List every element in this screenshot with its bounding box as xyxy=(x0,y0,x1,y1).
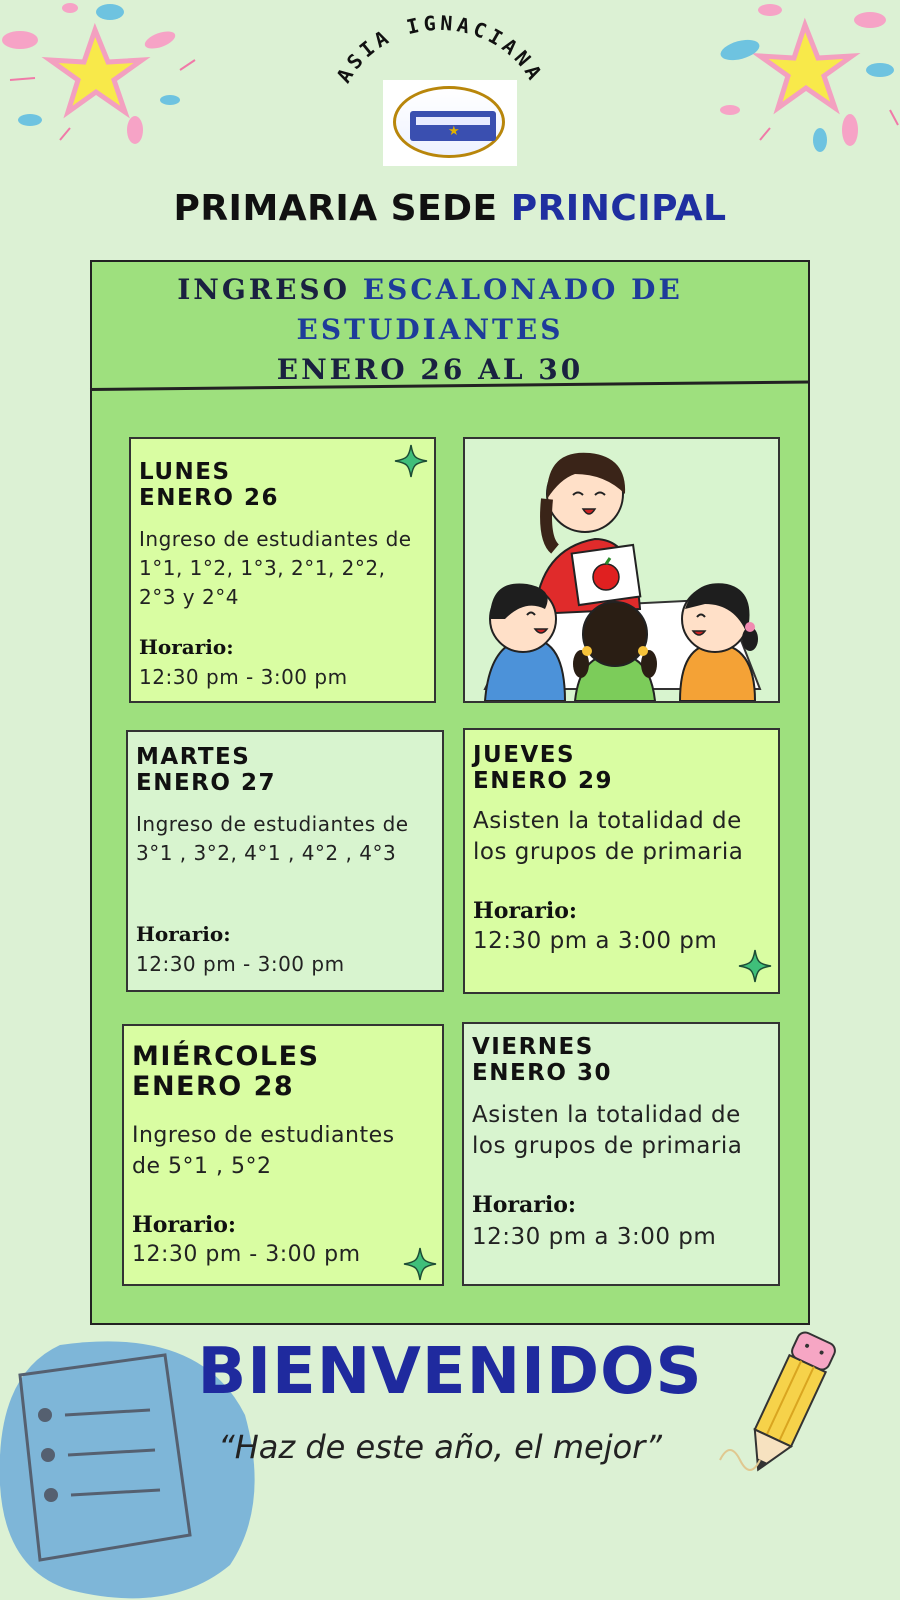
card-day: MARTES xyxy=(136,744,251,770)
card-hours-label: Horario: xyxy=(132,1212,237,1238)
title-highlight: PRINCIPAL xyxy=(510,188,727,229)
sparkle-icon xyxy=(737,948,773,984)
card-text: Ingreso de estudiantes de 3°1 , 3°2, 4°1 , 4°2 , 4°3 xyxy=(136,812,409,865)
sparkle-icon xyxy=(402,1246,438,1282)
card-text: Asisten la totalidad de los grupos de primaria xyxy=(473,808,744,865)
schedule-card-lunes xyxy=(129,437,436,703)
card-date: ENERO 30 xyxy=(472,1060,612,1086)
illustration-card xyxy=(463,437,780,703)
splash-left-icon xyxy=(0,0,200,150)
card-hours-label: Horario: xyxy=(139,635,234,659)
schedule-card-miercoles xyxy=(122,1024,444,1286)
welcome-heading: BIENVENIDOS xyxy=(197,1335,703,1409)
card-hours-label: Horario: xyxy=(136,922,231,946)
schedule-card-martes xyxy=(126,730,444,992)
teacher-kids-illustration xyxy=(465,439,778,701)
card-date: ENERO 29 xyxy=(473,768,613,794)
card-date: ENERO 27 xyxy=(136,770,276,796)
card-text: Ingreso de estudiantes de 5°1 , 5°2 xyxy=(132,1123,395,1179)
board-title-date-range: ENERO 26 AL 30 xyxy=(276,353,584,386)
card-hours: 12:30 pm - 3:00 pm xyxy=(136,952,345,976)
schedule-card-viernes xyxy=(462,1022,780,1286)
card-text: Ingreso de estudiantes de 1°1, 1°2, 1°3, 2°1, 2°2, 2°3 y 2°4 xyxy=(139,527,412,609)
card-text: Asisten la totalidad de los grupos de primaria xyxy=(472,1102,743,1159)
card-day: LUNES xyxy=(139,459,231,485)
card-date: ENERO 28 xyxy=(132,1071,295,1102)
board-title-word-blue: ESCALONADO DE xyxy=(362,273,683,306)
splash-right-icon xyxy=(700,0,900,160)
welcome-quote: “Haz de este año, el mejor” xyxy=(218,1428,662,1466)
title-main: PRIMARIA SEDE xyxy=(173,188,498,229)
svg-text:ASIA IGNACIANA: ASIA IGNACIANA xyxy=(331,10,549,87)
page-title xyxy=(0,188,900,229)
sparkle-icon xyxy=(393,443,429,479)
card-hours: 12:30 pm - 3:00 pm xyxy=(132,1242,361,1267)
schedule-card-jueves xyxy=(463,728,780,994)
card-hours: 12:30 pm a 3:00 pm xyxy=(473,928,718,954)
card-day: VIERNES xyxy=(472,1034,594,1060)
card-day: JUEVES xyxy=(473,742,576,768)
board-title-word: INGRESO xyxy=(177,273,351,306)
card-day: MIÉRCOLES xyxy=(132,1041,320,1072)
board-title-line2: ESTUDIANTES xyxy=(296,313,564,346)
school-logo: ★ xyxy=(383,80,517,166)
card-hours-label: Horario: xyxy=(473,898,578,924)
card-hours: 12:30 pm a 3:00 pm xyxy=(472,1224,717,1250)
card-hours: 12:30 pm - 3:00 pm xyxy=(139,665,348,689)
card-hours-label: Horario: xyxy=(472,1192,577,1218)
board-title xyxy=(100,270,760,390)
card-date: ENERO 26 xyxy=(139,485,279,511)
